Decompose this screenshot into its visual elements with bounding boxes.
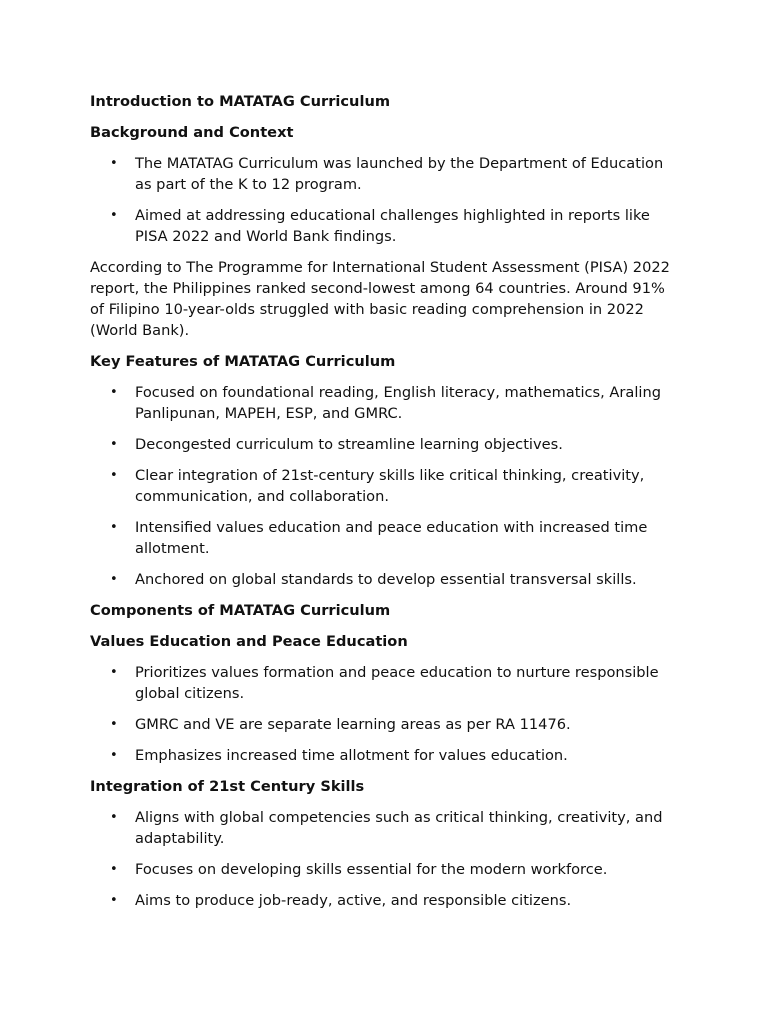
list-item-text: Intensified values education and peace education with increased time allotment. xyxy=(135,519,648,557)
list-item-text: Aligns with global competencies such as critical thinking, creativity, and adaptability. xyxy=(135,809,663,847)
bullet-icon: • xyxy=(110,385,118,400)
document-title: Introduction to MATATAG Curriculum xyxy=(90,93,391,110)
bullet-icon: • xyxy=(110,572,118,587)
list-item-text: Focused on foundational reading, English literacy, mathematics, Araling Panlipunan, MAPEH, ESP, and GMRC. xyxy=(135,384,661,422)
values-education-bullet-list xyxy=(90,662,678,766)
background-bullet-list xyxy=(90,153,678,247)
list-item xyxy=(90,382,678,424)
bullet-icon: • xyxy=(110,520,118,535)
bullet-icon: • xyxy=(110,717,118,732)
key-features-bullet-list xyxy=(90,382,678,590)
bullet-icon: • xyxy=(110,862,118,877)
section-heading-background: Background and Context xyxy=(90,124,294,141)
list-item-text: Aims to produce job-ready, active, and responsible citizens. xyxy=(135,892,572,909)
list-item xyxy=(90,434,678,455)
list-item-text: Clear integration of 21st-century skills like critical thinking, creativity, communication, and collaboration. xyxy=(135,467,645,505)
list-item xyxy=(90,465,678,507)
list-item xyxy=(90,859,678,880)
bullet-icon: • xyxy=(110,437,118,452)
list-item-text: Emphasizes increased time allotment for values education. xyxy=(135,747,568,764)
list-item-text: Focuses on developing skills essential for the modern workforce. xyxy=(135,861,608,878)
section-heading-key-features: Key Features of MATATAG Curriculum xyxy=(90,353,396,370)
list-item xyxy=(90,890,678,911)
list-item xyxy=(90,569,678,590)
section-heading-values-education: Values Education and Peace Education xyxy=(90,633,408,650)
bullet-icon: • xyxy=(110,748,118,763)
list-item xyxy=(90,205,678,247)
bullet-icon: • xyxy=(110,208,118,223)
list-item-text: Aimed at addressing educational challenges highlighted in reports like PISA 2022 and World Bank findings. xyxy=(135,207,650,245)
bullet-icon: • xyxy=(110,468,118,483)
section-heading-components: Components of MATATAG Curriculum xyxy=(90,602,391,619)
list-item xyxy=(90,745,678,766)
list-item-text: Prioritizes values formation and peace education to nurture responsible global citizens. xyxy=(135,664,659,702)
list-item xyxy=(90,807,678,849)
background-paragraph: According to The Programme for International Student Assessment (PISA) 2022 report, the Philippines ranked second-lowest among 64 countries. Around 91% of Filipino 10-year-olds struggled with basic reading comprehension in 2022 (World Bank). xyxy=(90,259,670,339)
list-item xyxy=(90,153,678,195)
list-item xyxy=(90,517,678,559)
list-item-text: GMRC and VE are separate learning areas as per RA 11476. xyxy=(135,716,571,733)
bullet-icon: • xyxy=(110,665,118,680)
bullet-icon: • xyxy=(110,893,118,908)
bullet-icon: • xyxy=(110,156,118,171)
list-item-text: The MATATAG Curriculum was launched by the Department of Education as part of the K to 12 program. xyxy=(135,155,664,193)
list-item-text: Decongested curriculum to streamline learning objectives. xyxy=(135,436,563,453)
skills-bullet-list xyxy=(90,807,678,911)
list-item xyxy=(90,662,678,704)
section-heading-21st-century-skills: Integration of 21st Century Skills xyxy=(90,778,365,795)
list-item-text: Anchored on global standards to develop essential transversal skills. xyxy=(135,571,637,588)
bullet-icon: • xyxy=(110,810,118,825)
list-item xyxy=(90,714,678,735)
